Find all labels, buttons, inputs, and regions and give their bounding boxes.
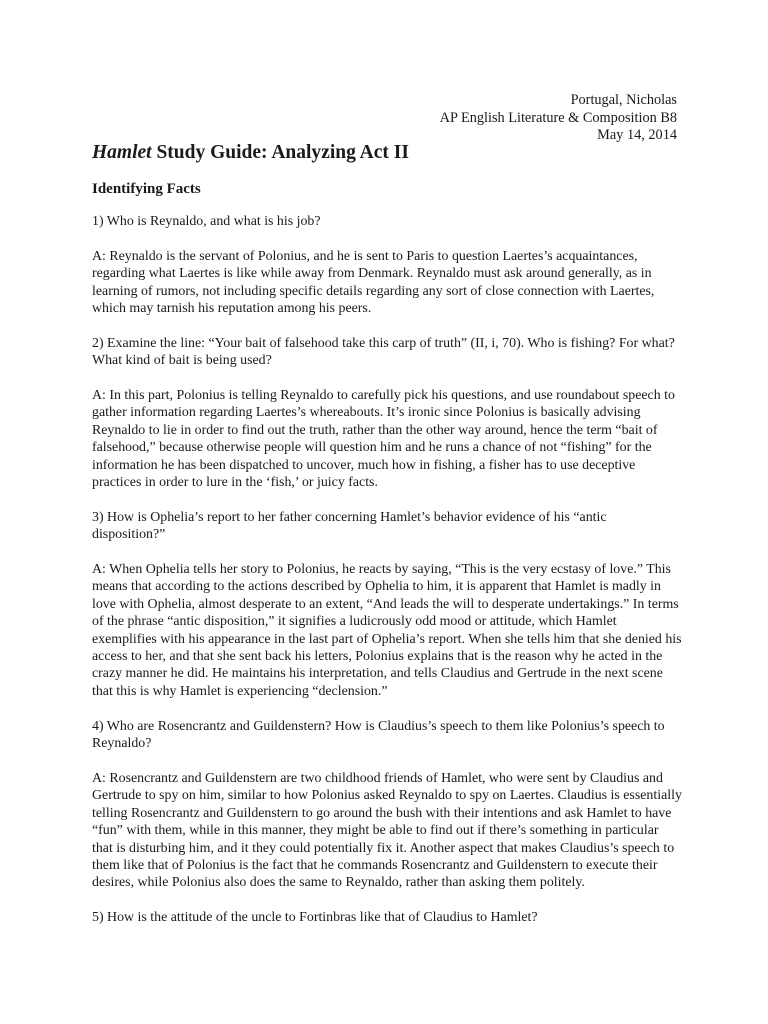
- answer-2: A: In this part, Polonius is telling Reynaldo to carefully pick his questions, and use roundabout speech to gather information regarding Laertes’s whereabouts. It’s ironic since Polonius is basically advising Reynaldo to lie in order to find out the truth, rather than the other way around, hence the term “bait of falsehood,” because otherwise people will question him and he runs a chance of not “fishing” for the information he has been dispatched to uncover, much how in fishing, a fisher has to use deceptive practices in order to lure in the ‘fish,’ or juicy facts.: [92, 388, 675, 491]
- title-rest: Study Guide: Analyzing Act II: [151, 142, 409, 163]
- title-play-name: Hamlet: [92, 142, 152, 163]
- student-header: [440, 92, 677, 145]
- student-name: Portugal, Nicholas: [570, 92, 677, 108]
- document-body: [92, 213, 682, 927]
- section-heading: Identifying Facts: [92, 181, 201, 197]
- answer-3: A: When Ophelia tells her story to Polonius, he reacts by saying, “This is the very ecstasy of love.” This means that according to the actions described by Ophelia to him, it is apparent that Hamlet is madly in love with Ophelia, almost desperate to an extent, “And leads the will to desperate undertakings.” In terms of the phrase “antic disposition,” it signifies a ludicrously odd mood or attitude, which Hamlet exemplifies with his appearance in the last part of Ophelia’s report. When she tells him that she denied his access to her, and that she sent back his letters, Polonius explains that is the reason why he acted in the crazy manner he did. He maintains his interpretation, and tells Claudius and Gertrude in the next scene that this is why Hamlet is experiencing “declension.”: [92, 562, 682, 699]
- course-name: AP English Literature & Composition B8: [439, 109, 677, 126]
- question-4: 4) Who are Rosencrantz and Guildenstern? How is Claudius’s speech to them like Polonius’s speech to Reynaldo?: [92, 718, 665, 752]
- document-title: [92, 142, 409, 164]
- question-1: 1) Who is Reynaldo, and what is his job?: [92, 214, 321, 229]
- question-5: 5) How is the attitude of the uncle to Fortinbras like that of Claudius to Hamlet?: [92, 910, 538, 926]
- answer-1: A: Reynaldo is the servant of Polonius, and he is sent to Paris to question Laertes’s acquaintances, regarding what Laertes is like while away from Denmark. Reynaldo must ask around generally, as in learning of rumors, not including specific details regarding any sort of close connection with Laertes, which may tarnish his reputation among his peers.: [92, 248, 655, 317]
- document-date: May 14, 2014: [597, 127, 677, 143]
- question-3: 3) How is Ophelia’s report to her father concerning Hamlet’s behavior evidence of his “antic disposition?”: [92, 509, 607, 543]
- question-2: 2) Examine the line: “Your bait of falsehood take this carp of truth” (II, i, 70). Who is fishing? For what? What kind of bait is being used?: [92, 335, 675, 369]
- answer-4: A: Rosencrantz and Guildenstern are two childhood friends of Hamlet, who were sent by Claudius and Gertrude to spy on him, similar to how Polonius asked Reynaldo to spy on Laertes. Claudius is essentially telling Rosencrantz and Guildenstern to go around the bush with their intentions and ask Hamlet to have “fun” with them, while in this manner, they might be able to find out if there’s something in particular that is disturbing him, and it they could potentially fix it. Another aspect that makes Claudius’s speech to them like that of Polonius is the fact that he commands Rosencrantz and Guildenstern to execute their desires, while Polonius also does the same to Reynaldo, rather than asking them politely.: [92, 770, 682, 891]
